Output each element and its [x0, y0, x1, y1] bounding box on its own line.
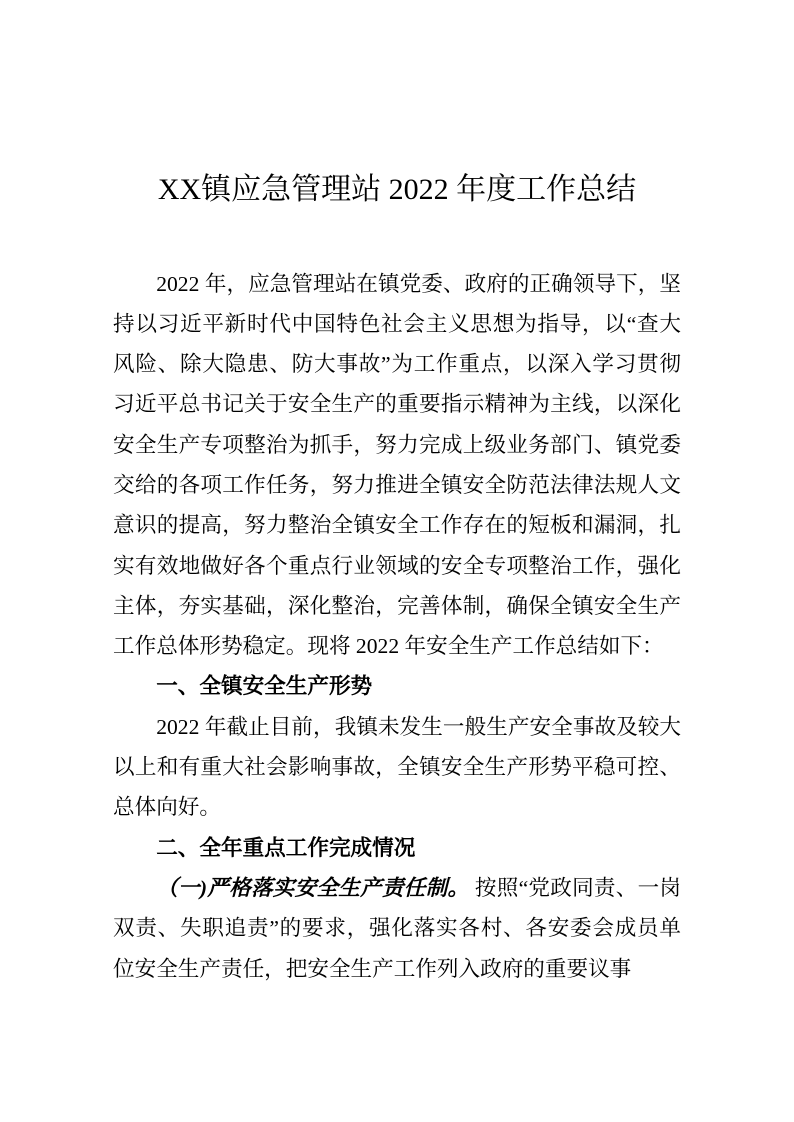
section-heading: 一、全镇安全生产形势 [156, 673, 373, 699]
document-title: XX镇应急管理站 2022 年度工作总结 [157, 173, 637, 206]
paragraph: （一)严格落实安全生产责任制。 按照“党政同责、一岗双责、失职追责”的要求，强化落实各村、各安委会成员单位安全生产责任，把安全生产工作列入政府的重要议事 [113, 875, 681, 981]
section-heading: 二、全年重点工作完成情况 [156, 834, 416, 860]
document-body [113, 264, 681, 989]
paragraph: 2022 年，应急管理站在镇党委、政府的正确领导下，坚持以习近平新时代中国特色社会主义思想为指导，以“查大风险、除大隐患、防大事故”为工作重点，以深入学习贯彻习近平总书记关于安全生产的重要指示精神为主线，以深化安全生产专项整治为抓手，努力完成上级业务部门、镇党委交给的各项工作任务，努力推进全镇安全防范法律法规人文意识的提高，努力整治全镇安全工作存在的短板和漏洞，扎实有效地做好各个重点行业领域的安全专项整治工作，强化主体，夯实基础，深化整治，完善体制，确保全镇安全生产工作总体形势稳定。现将 2022 年安全生产工作总结如下： [113, 271, 681, 659]
subsection-lead: （一)严格落实安全生产责任制。 [156, 875, 470, 900]
paragraph: 2022 年截止目前，我镇未发生一般生产安全事故及较大以上和有重大社会影响事故，全镇安全生产形势平稳可控、总体向好。 [113, 714, 681, 820]
